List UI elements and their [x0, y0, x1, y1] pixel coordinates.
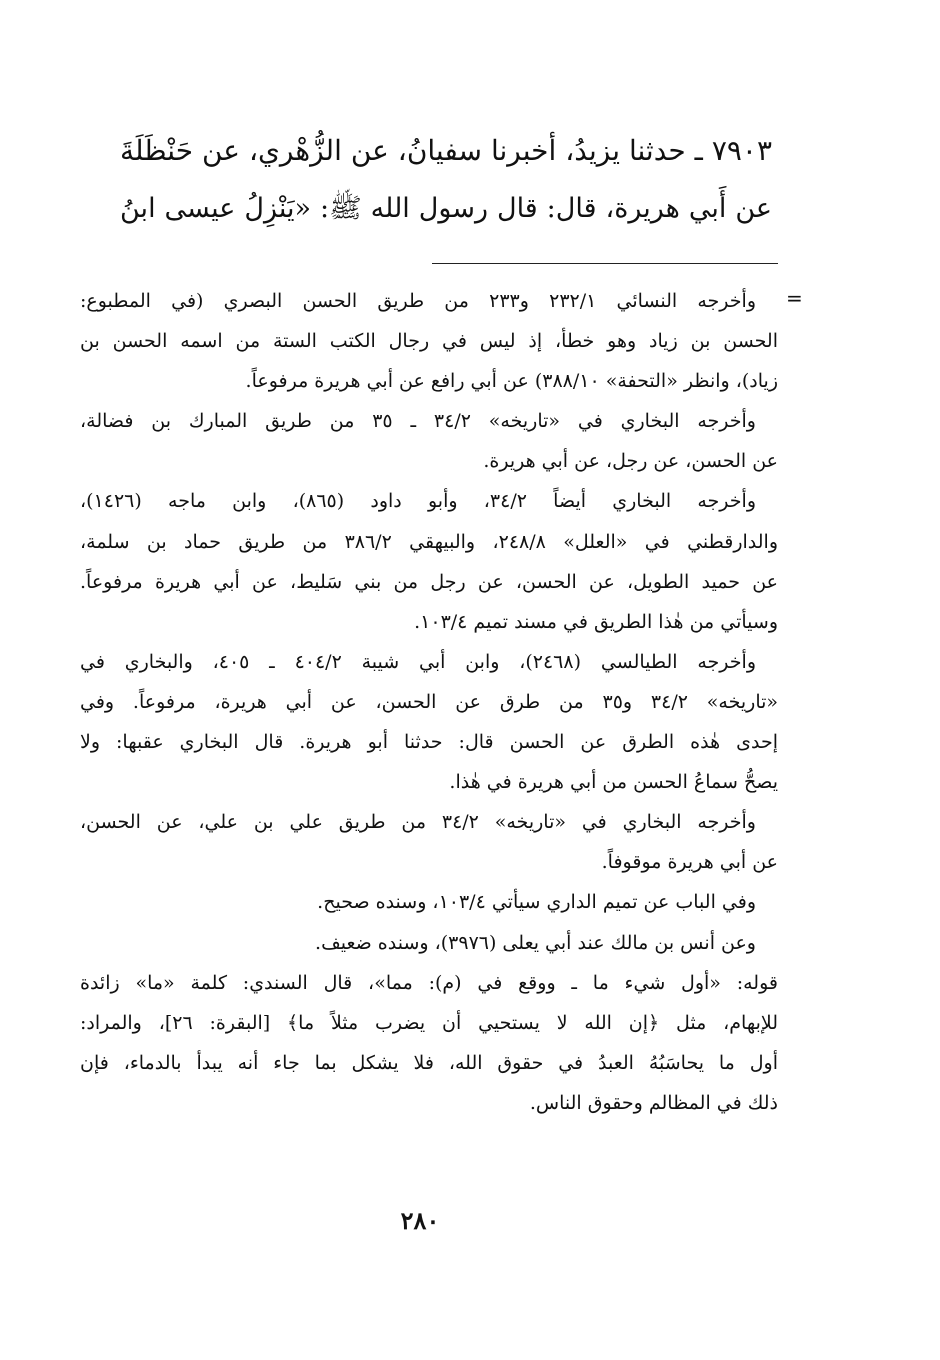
footnote-line: «تاريخه» ٣٤/٢ و٣٥ من طرق عن الحسن، عن أبي هريرة، مرفوعاً. وفي [80, 690, 779, 713]
hadith-line-1: ٧٩٠٣ ـ حدثنا يزيدُ، أخبرنا سفيانُ، عن الزُّهْري، عن حَنْظَلَةَ [120, 134, 772, 167]
footnote-line: قوله: «أول شيء ما ـ ووقع في (م): مما»، قال السندي: كلمة «ما» زائدة [80, 971, 778, 994]
footnote-line: وأخرجه البخاري أيضاً ٣٤/٢، وأبو داود (٨٦٥)، وابن ماجه (١٤٢٦)، [80, 490, 756, 513]
footnote-line: وأخرجه النسائي ٢٣٢/١ و٢٣٣ من طريق الحسن البصري (في المطبوع: [80, 290, 756, 312]
footnote-line: عن حميد الطويل، عن الحسن، عن رجل من بني سَليط، عن أبي هريرة مرفوعاً. [80, 570, 778, 593]
footnote-line: إحدى هٰذه الطرق عن الحسن قال: حدثنا أبو هريرة. قال البخاري عقبها: ولا [80, 731, 778, 754]
footnote-line: وسيأتي من هٰذا الطريق في مسند تميم ١٠٣/٤. [414, 610, 778, 633]
footnote-line: للإبهام، مثل ﴿إن الله لا يستحيي أن يضرب مثلاً ما﴾ [البقرة: ٢٦]، والمراد: [80, 1011, 779, 1034]
footnote-line: وأخرجه البخاري في «تاريخه» ٣٤/٢ ـ ٣٥ من طريق المبارك بن فضالة، [80, 410, 756, 433]
footnote-line: يصحُّ سماعُ الحسن من أبي هريرة في هٰذا. [449, 771, 778, 794]
page-number: ٢٨٠ [400, 1206, 440, 1235]
footnote-line: عن الحسن، عن رجل، عن أبي هريرة. [483, 450, 778, 473]
hadith-text [120, 122, 772, 238]
footnote-line: والدارقطني في «العلل» ٢٤٨/٨، والبيهقي ٣٨٦/٢ من طريق حماد بن سلمة، [80, 530, 779, 553]
footnotes [80, 281, 778, 1123]
footnote-separator [432, 263, 778, 264]
hadith-line-2: عن أَبي هريرة، قال: قال رسول الله ﷺ: «يَنْزِلُ عيسى ابنُ [120, 193, 772, 224]
continuation-mark: = [786, 286, 803, 310]
footnote-line: عن أبي هريرة موقوفاً. [601, 851, 778, 874]
footnote-line: ذلك في المظالم وحقوق الناس. [529, 1091, 778, 1114]
footnote-line: وأخرجه البخاري في «تاريخه» ٣٤/٢ من طريق علي بن علي، عن الحسن، [80, 811, 756, 834]
footnote-line: وفي الباب عن تميم الداري سيأتي ١٠٣/٤، وسنده صحيح. [317, 891, 756, 914]
footnote-line: أول ما يحاسَبُهُ العبدُ في حقوق الله، فلا يشكل بما جاء أنه يبدأ بالدماء، فإن [80, 1051, 778, 1074]
footnote-line: وأخرجه الطيالسي (٢٤٦٨)، وابن أبي شيبة ٤٠٤/٢ ـ ٤٠٥، والبخاري في [80, 650, 756, 673]
footnote-line: الحسن بن زياد وهو خطأ، إذ ليس في رجال الكتب الستة من اسمه الحسن بن [80, 330, 778, 353]
footnote-line: وعن أنس بن مالك عند أبي يعلى (٣٩٧٦)، وسنده ضعيف. [315, 931, 756, 954]
footnote-line: زياد)، وانظر «التحفة» ٣٨٨/١٠) عن أبي رافع عن أبي هريرة مرفوعاً. [245, 370, 778, 393]
